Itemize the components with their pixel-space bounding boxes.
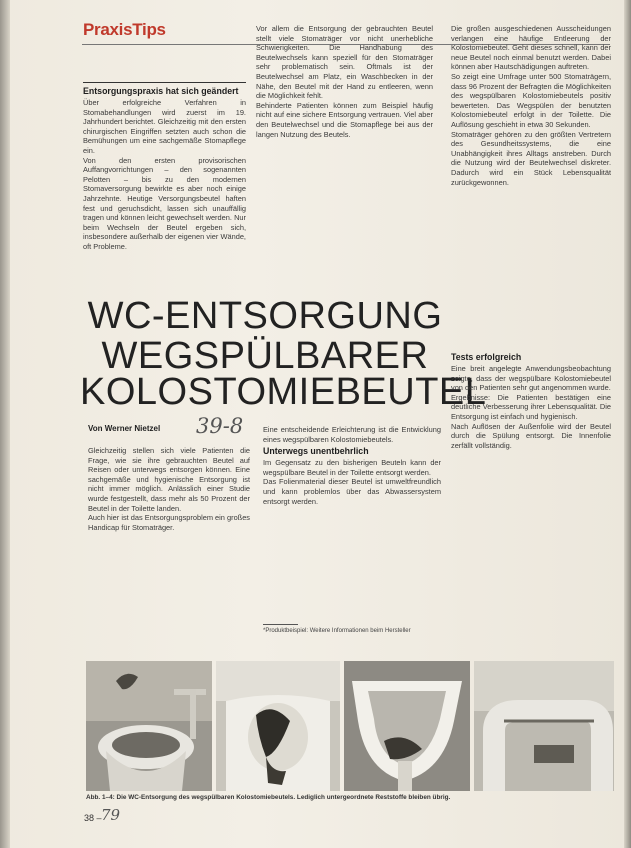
right-paragraph: So zeigt eine Umfrage unter 500 Stomaträgern, dass 96 Prozent der Befragten die Möglichkeiten des wegspülbaren Kolostomiebeutels positiv bewerteten. Das Wegspülen der benutzten Kolostomiebeutel erfolgt in der Toilette. Die Auflösung geschieht in etwa 30 Sekunden. <box>451 71 611 129</box>
lower-right-column <box>451 350 611 450</box>
article-title-line-2: WEGSPÜLBARER <box>101 335 429 377</box>
toilet-bowl-photo <box>86 661 212 791</box>
section-label: PraxisTips <box>83 20 166 39</box>
middle-paragraph: Behinderte Patienten können zum Beispiel häufig nicht auf eine sichere Entsorgung vertrauen. Viel aber den Beutelwechsel und die Stomapflege bei aus der langen Nutzung des Beutels. <box>256 100 433 139</box>
lower-right-paragraph: Eine breit angelegte Anwendungsbeobachtung zeigte, dass der wegspülbare Kolostomiebeutel von den Patienten sehr gut angenommen wurde. <box>451 364 611 393</box>
middle-paragraph: Vor allem die Entsorgung der gebrauchten Beutel stellt viele Stomaträger vor nicht unerhebliche Schwierigkeiten. Die Handhabung des Beutelwechsels kann speziell für den Stomaträger sehr problematisch sein. Oftmals ist der Beutelwechsel am Platz, ein Waschbecken in der Nähe, den Beutel mit der Hand zu entleeren, wenn die Möglichkeit fehlt. <box>256 24 433 101</box>
figure-caption: Abb. 1–4: Die WC-Entsorgung des wegspülbaren Kolostomiebeutels. Lediglich untergeordnete Reststoffe bleiben übrig. <box>86 794 451 801</box>
left-column-rule <box>83 82 246 83</box>
toilet-cross-section-photo <box>344 661 470 791</box>
toilet-bowl-image <box>86 661 212 791</box>
article-title-line-3: KOLOSTOMIEBEUTEL <box>80 371 487 413</box>
lower-middle-paragraph: Das Folienmaterial dieser Beutel ist umweltfreundlich und kann problemlos über das Abwassersystem entsorgt werden. <box>263 477 441 506</box>
drain-pipe-image <box>474 661 614 791</box>
lower-middle-column <box>263 425 441 506</box>
toilet-cross-section-image <box>344 661 470 791</box>
left-column <box>83 82 246 252</box>
middle-subheading: Unterwegs unentbehrlich <box>263 446 369 457</box>
footnote-rule <box>263 624 298 625</box>
right-paragraph: Die großen ausgeschiedenen Ausscheidungen verlangen eine häufige Entleerung der Kolostomiebeutel. Geht dieses schnell, kann der neue Beutel noch einmal benutzt werden. Dabei können aber Hautschädigungen auftreten. <box>451 24 611 72</box>
left-paragraph: Von den ersten provisorischen Auffangvorrichtungen – den sogenannten Pelotten – bis zu den modernen Stomaversorgung bewirkte es aber noch einige Jahrzehnte. Heutige Versorgungsbeutel haften fest und geruchsdicht, lassen sich unauffällig tragen und können leicht gewechselt werden. Nur beim Wechseln der Beutel ergeben sich, insbesondere außerhalb der eigenen vier Wände, oft Probleme. <box>83 155 246 251</box>
byline-author: Von Werner Nietzel <box>88 424 161 433</box>
right-subheading: Tests erfolgreich <box>451 352 522 362</box>
lower-middle-paragraph: Im Gegensatz zu den bisherigen Beuteln kann der wegspülbare Beutel in der Toilette entsorgt werden. <box>263 458 441 477</box>
lower-left-paragraph: Gleichzeitig stellen sich viele Patienten die Frage, wie sie ihre gebrauchten Beutel auf Reisen oder unterwegs entsorgen können. Eine sachgemäße und hygienische Entsorgung ist nicht immer möglich. Anlässlich einer Studie wurde festgestellt, dass mehr als 50 Prozent der Beutel in der Toilette landen. <box>88 446 250 513</box>
handwritten-note: 39-8 <box>196 414 244 438</box>
left-subheading: Entsorgungspraxis hat sich geändert <box>83 86 239 96</box>
toilet-closeup-image <box>216 661 340 791</box>
right-top-column <box>451 24 611 187</box>
middle-top-column <box>256 24 433 139</box>
lower-right-paragraph: Ergebnisse: Die Patienten bestätigen eine deutliche Verbesserung ihrer Lebensqualität. Die Entsorgung ist einfach und hygienisch. <box>451 392 611 421</box>
lower-left-column <box>88 446 250 532</box>
lower-right-paragraph: Nach Auflösen der Außenfolie wird der Beutel durch die Spülung entsorgt. Die Innenfolie zerfällt vollständig. <box>451 421 611 450</box>
toilet-closeup-photo <box>216 661 340 791</box>
page-shadow-right <box>624 0 631 848</box>
right-paragraph: Stomaträger gehören zu den größten Vertretern des Gesundheitssystems, die eine Unabhängigkeit ihres Alltags anstreben. Durch die Nutzung wird der Beutelwechsel diskreter. Dadurch wird ein Stück Lebensqualität zurückgewonnen. <box>451 129 611 187</box>
left-paragraph: Über erfolgreiche Verfahren in Stomabehandlungen wird zuerst im 19. Jahrhundert berichtet. Gleichzeitig mit den ersten chirurgischen Eingriffen setzten auch schon die Bemühungen um eine sachgemäße Stomapflege ein. <box>83 98 246 155</box>
article-title-line-1: WC-ENTSORGUNG <box>87 295 443 337</box>
lower-left-paragraph: Auch hier ist das Entsorgungsproblem ein großes Handicap für Stomaträger. <box>88 513 250 532</box>
page-number-handwritten: 79 <box>101 806 121 824</box>
page-shadow-left <box>0 0 10 848</box>
footnote: *Produktbeispiel: Weitere Informationen beim Hersteller <box>263 628 411 634</box>
page-number: 38 – <box>84 813 102 823</box>
lower-middle-intro: Eine entscheidende Erleichterung ist die Entwicklung eines wegspülbaren Kolostomiebeutels. <box>263 425 441 444</box>
drain-pipe-photo <box>474 661 614 791</box>
